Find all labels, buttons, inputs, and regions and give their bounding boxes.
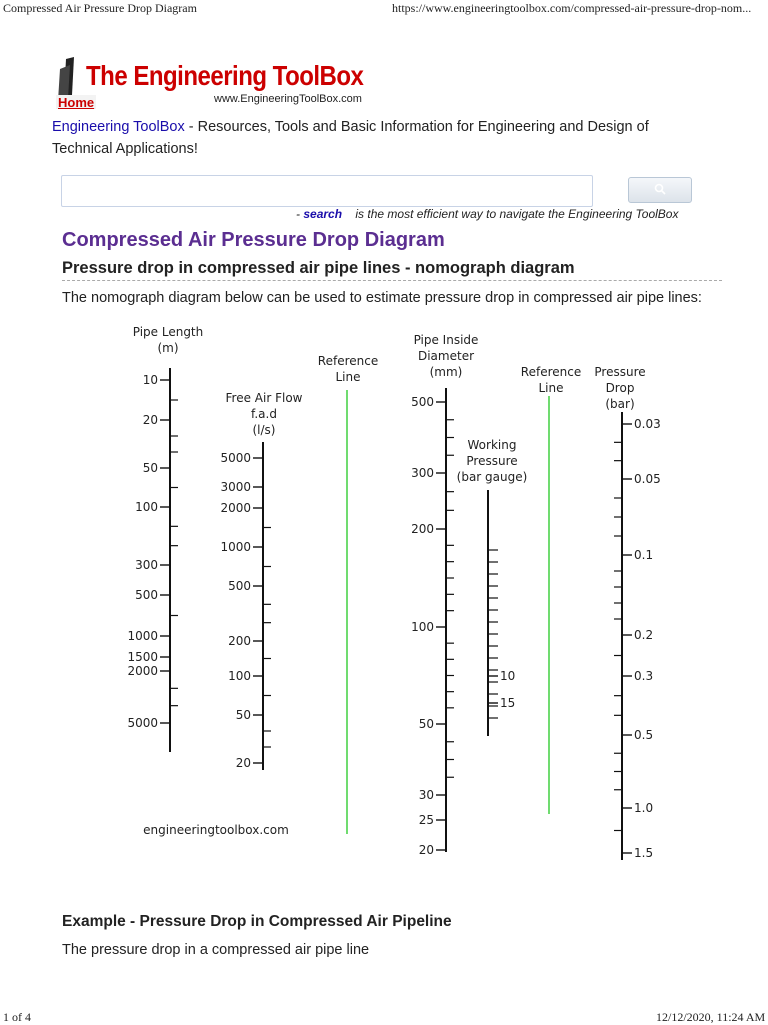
print-footer-datetime: 12/12/2020, 11:24 AM [656,1010,766,1024]
working_pressure-label-line: Pressure [466,454,518,468]
search-button[interactable] [628,177,692,203]
free_air_flow-tick-label: 2000 [220,501,251,515]
logo-title: The Engineering ToolBox [86,61,364,93]
pipe_length-tick-label: 500 [135,588,158,602]
free_air_flow-tick-label: 1000 [220,540,251,554]
search-tip-prefix: - [296,207,304,221]
search-tip-text: is the most efficient way to navigate the Engineering ToolBox [355,207,679,221]
pipe_length-tick-label: 1500 [127,650,158,664]
pipe_inside_diameter-label-line: (mm) [429,365,463,379]
pipe_length-tick-label: 50 [142,461,158,475]
pipe_length-tick-label: 10 [142,373,158,387]
reference_line_1-label-line: Reference [317,354,379,368]
working_pressure-label-line: (bar gauge) [456,470,528,484]
pressure_drop-tick-label: 1.0 [634,801,654,815]
free_air_flow-tick-label: 50 [235,708,251,722]
logo-site-url: www.EngineeringToolBox.com [214,93,362,105]
pipe_length-tick-label: 1000 [127,629,158,643]
print-header-title: Compressed Air Pressure Drop Diagram [3,1,197,15]
pipe_length-tick-label: 20 [142,413,158,427]
search-tip [296,207,678,221]
lead-paragraph: The nomograph diagram below can be used to estimate pressure drop in compressed air pipe lines: [62,290,702,306]
free_air_flow-tick-label: 20 [235,756,251,770]
example-text: The pressure drop in a compressed air pipe line [62,942,370,958]
free_air_flow-tick-label: 100 [228,669,251,683]
pressure_drop-tick-label: 1.5 [634,846,654,860]
free_air_flow-tick-label: 200 [228,634,251,648]
working_pressure-tick-label: 10 [500,669,516,683]
search-link[interactable]: search [303,207,343,221]
pipe_inside_diameter-tick-label: 300 [411,466,434,480]
free_air_flow-label-line: Free Air Flow [225,391,303,405]
page-subtitle: Pressure drop in compressed air pipe lines - nomograph diagram [62,259,722,281]
print-header-url: https://www.engineeringtoolbox.com/compressed-air-pressure-drop-nom... [392,1,752,15]
engineering-toolbox-link[interactable]: Engineering ToolBox [52,119,185,135]
working_pressure-label-line: Working [467,438,517,452]
free_air_flow-tick-label: 3000 [220,480,251,494]
pressure_drop-tick-label: 0.5 [634,728,654,742]
site-logo[interactable] [52,55,374,113]
reference_line_2-label-line: Reference [520,365,582,379]
pipe_inside_diameter-tick-label: 100 [411,620,434,634]
example-heading: Example - Pressure Drop in Compressed Air Pipeline [62,913,452,930]
reference_line_1-label-line: Line [335,370,361,384]
free_air_flow-tick-label: 500 [228,579,251,593]
pressure_drop-tick-label: 0.1 [634,548,654,562]
logo-home-link[interactable]: Home [58,95,95,110]
pressure_drop-label-line: (bar) [605,397,635,411]
pressure_drop-label-line: Drop [605,381,635,395]
pipe_inside_diameter-tick-label: 30 [418,788,434,802]
pressure_drop-tick-label: 0.3 [634,669,654,683]
intro-description: - Resources, Tools and Basic Information for Engineering and Design of Technical Applications! [52,119,649,157]
pressure_drop-tick-label: 0.03 [634,417,661,431]
print-footer-page: 1 of 4 [3,1010,31,1024]
pressure_drop-label-line: Pressure [594,365,646,379]
pipe_length-tick-label: 2000 [127,664,158,678]
pipe_inside_diameter-tick-label: 50 [418,717,434,731]
free_air_flow-tick-label: 5000 [220,451,251,465]
intro-text [52,116,712,160]
pipe_length-label-line: (m) [157,341,179,355]
search-icon [654,183,666,195]
free_air_flow-label-line: (l/s) [252,423,276,437]
pipe_inside_diameter-label-line: Diameter [417,349,475,363]
page-title: Compressed Air Pressure Drop Diagram [62,229,445,251]
pipe_length-tick-label: 100 [135,500,158,514]
pipe_length-tick-label: 5000 [127,716,158,730]
reference_line_2-label-line: Line [538,381,564,395]
free_air_flow-label-line: f.a.d [251,407,277,421]
pressure_drop-tick-label: 0.05 [634,472,661,486]
pipe_inside_diameter-tick-label: 200 [411,522,434,536]
pipe_inside_diameter-tick-label: 500 [411,395,434,409]
pressure_drop-tick-label: 0.2 [634,628,654,642]
pipe_inside_diameter-tick-label: 25 [418,813,434,827]
pipe_inside_diameter-tick-label: 20 [418,843,434,857]
search-input[interactable] [61,175,593,207]
pipe_length-label-line: Pipe Length [132,325,204,339]
nomograph-watermark: engineeringtoolbox.com [143,823,289,837]
working_pressure-tick-label: 15 [500,696,516,710]
pressure-drop-nomograph [0,310,768,870]
pipe_length-tick-label: 300 [135,558,158,572]
pipe_inside_diameter-label-line: Pipe Inside [413,333,479,347]
